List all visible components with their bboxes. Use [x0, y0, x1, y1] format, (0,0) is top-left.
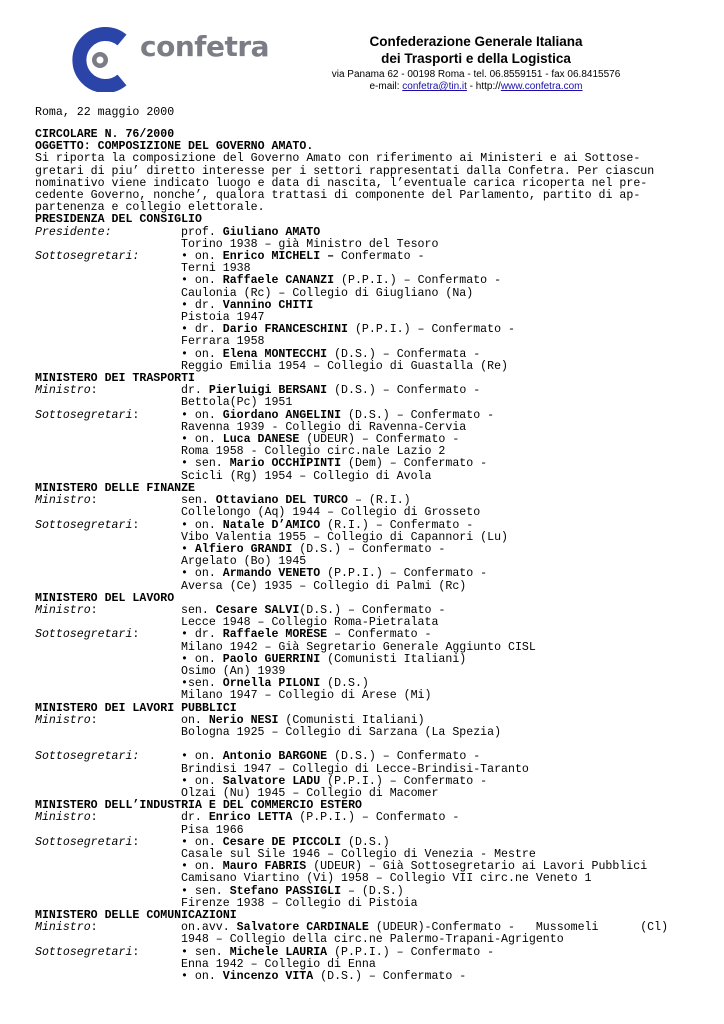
- ministro-label: Ministro:: [35, 603, 98, 617]
- intro-paragraph: [35, 153, 695, 214]
- sottosegretari-row: Sottosegretari: • on. Natale D’AMICO (R.I.) – Confermato -: [35, 518, 474, 532]
- info-row: Bologna 1925 – Collegio di Sarzana (La Spezia): [181, 725, 502, 739]
- info-row: Casale sul Sile 1946 – Collegio di Venezia - Mestre: [181, 847, 536, 861]
- sottosegretari-label: Sottosegretari:: [35, 835, 140, 849]
- info-row: Brindisi 1947 – Collegio di Lecce-Brindisi-Taranto: [181, 762, 529, 776]
- member-row: • on. Mauro FABRIS (UDEUR) – Già Sottosegretario ai Lavori Pubblici: [181, 860, 648, 874]
- info-row: Osimo (An) 1939: [181, 664, 286, 678]
- info-row: Pistoia 1947: [181, 311, 265, 325]
- ministro-label: Ministro:: [35, 494, 98, 508]
- info-row: Terni 1938: [181, 262, 251, 276]
- org-name-line1: Confederazione Generale Italiana: [369, 34, 583, 49]
- info-row: Lecce 1948 – Collegio Roma-Pietralata: [181, 616, 439, 630]
- sottosegretari-label: Sottosegretari:: [35, 750, 140, 764]
- logo-wordmark: confetra: [140, 30, 270, 63]
- intro-line: Si riporta la composizione del Governo Amato con riferimento ai Ministeri e ai Sottose-: [35, 152, 641, 166]
- member-row: • on. Salvatore LADU (P.P.I.) – Confermato -: [181, 774, 488, 788]
- section-title-comunicazioni: MINISTERO DELLE COMUNICAZIONI: [35, 908, 237, 922]
- ministro-row: Ministro: dr. Pierluigi BERSANI (D.S.) – Confermato -: [35, 384, 481, 398]
- sottosegretari-row: Sottosegretari: • on. Cesare DE PICCOLI (D.S.): [35, 835, 390, 849]
- subject-line: OGGETTO: COMPOSIZIONE DEL GOVERNO AMATO.: [35, 140, 314, 154]
- logo-mark-icon: [70, 26, 140, 92]
- intro-line: cedente Governo, nonche’, qualora trattasi di componente del Parlamento, partito di ap-: [35, 189, 641, 203]
- section-title-presidenza: PRESIDENZA DEL CONSIGLIO: [35, 213, 202, 227]
- member-row: • sen. Mario OCCHIPINTI (Dem) – Confermato -: [181, 457, 488, 471]
- sottosegretari-row: Sottosegretari: • dr. Raffaele MORESE – Confermato -: [35, 628, 432, 642]
- member-row: • sen. Stefano PASSIGLI – (D.S.): [181, 884, 404, 898]
- info-row: Roma 1958 - Collegio circ.nale Lazio 2: [181, 445, 446, 459]
- sottosegretari-row: Sottosegretari: • on. Giordano ANGELINI (D.S.) – Confermato -: [35, 408, 495, 422]
- info-row: Scicli (Rg) 1954 – Collegio di Avola: [181, 469, 432, 483]
- ministro-row: Ministro: on. Nerio NESI (Comunisti Italiani): [35, 713, 425, 727]
- ministro-label: Ministro:: [35, 811, 98, 825]
- member-row: • on. Paolo GUERRINI (Comunisti Italiani): [181, 652, 467, 666]
- ministro-label: Ministro:: [35, 921, 98, 935]
- section-title-finanze: MINISTERO DELLE FINANZE: [35, 481, 196, 495]
- info-row: Bettola(Pc) 1951: [181, 396, 293, 410]
- info-row: Milano 1942 – Già Segretario Generale Aggiunto CISL: [181, 640, 536, 654]
- info-row: Torino 1938 – già Ministro del Tesoro: [181, 237, 439, 251]
- info-row: Ravenna 1939 - Collegio di Ravenna-Cervia: [181, 420, 467, 434]
- member-row: • on. Elena MONTECCHI (D.S.) – Confermata -: [181, 347, 481, 361]
- sottosegretari-label: Sottosegretari:: [35, 628, 140, 642]
- website-link[interactable]: www.confetra.com: [500, 81, 583, 92]
- info-row: Vibo Valentia 1955 – Collegio di Capannori (Lu): [181, 530, 508, 544]
- member-row: • Alfiero GRANDI (D.S.) – Confermato -: [181, 542, 446, 556]
- sottosegretari-row: Sottosegretari: • on. Antonio BARGONE (D.S.) – Confermato -: [35, 750, 481, 764]
- ministro-row: Ministro: sen. Cesare SALVI(D.S.) – Confermato -: [35, 603, 446, 617]
- info-row: 1948 – Collegio della circ.ne Palermo-Trapani-Agrigento: [181, 933, 564, 947]
- member-row: • dr. Vannino CHITI: [181, 298, 314, 312]
- letter-body: [35, 129, 695, 983]
- info-row: Camisano Viartino (Vi) 1958 – Collegio VII circ.ne Veneto 1: [181, 872, 592, 886]
- ministro-label: Ministro:: [35, 384, 98, 398]
- intro-line: partenenza e collegio elettorale.: [35, 201, 265, 215]
- member-row: • on. Luca DANESE (UDEUR) – Confermato -: [181, 433, 460, 447]
- sottosegretari-label: Sottosegretari:: [35, 518, 140, 532]
- info-row: Ferrara 1958: [181, 335, 265, 349]
- org-name-line2: dei Trasporti e della Logistica: [381, 51, 571, 66]
- info-row: Caulonia (Rc) – Collegio di Giugliano (Na): [181, 286, 474, 300]
- ministro-row: Ministro: sen. Ottaviano DEL TURCO – (R.I.): [35, 494, 411, 508]
- sottosegretari-label: Sottosegretari:: [35, 250, 140, 264]
- info-row: Milano 1947 – Collegio di Arese (Mi): [181, 689, 432, 703]
- org-address: via Panama 62 - 00198 Roma - tel. 06.8559151 - fax 06.8415576: [331, 69, 621, 80]
- presidente-label: Presidente:: [35, 225, 112, 239]
- organization-block: [296, 33, 656, 93]
- http-label: - http://: [466, 81, 501, 92]
- info-row: Argelato (Bo) 1945: [181, 555, 307, 569]
- intro-line: nominativo viene indicato luogo e data di nascita, l’eventuale carica ricoperta nel pre-: [35, 176, 648, 190]
- member-row: • on. Armando VENETO (P.P.I.) – Confermato -: [181, 567, 488, 581]
- info-row: Reggio Emilia 1954 – Collegio di Guastalla (Re): [181, 359, 508, 373]
- section-title-industria: MINISTERO DELL’INDUSTRIA E DEL COMMERCIO ESTERO: [35, 799, 362, 813]
- email-link[interactable]: confetra@tin.it: [402, 81, 467, 92]
- org-contacts: [296, 81, 656, 93]
- member-row: •sen. Ornella PILONI (D.S.): [181, 677, 369, 691]
- email-label: e-mail:: [369, 81, 403, 92]
- info-row: Aversa (Ce) 1935 – Collegio di Palmi (Rc): [181, 579, 467, 593]
- member-row: • on. Vincenzo VITA (D.S.) – Confermato -: [181, 970, 467, 983]
- sottosegretari-label: Sottosegretari:: [35, 408, 140, 422]
- presidente-row: [35, 227, 695, 239]
- presidente-value: prof. Giuliano AMATO: [181, 225, 321, 239]
- letter-date: Roma, 22 maggio 2000: [35, 106, 175, 119]
- member-row: • dr. Dario FRANCESCHINI (P.P.I.) – Confermato -: [181, 323, 515, 337]
- confetra-logo: [70, 26, 270, 92]
- member-row: • on. Raffaele CANANZI (P.P.I.) – Confermato -: [181, 274, 502, 288]
- sottosegretari-label: Sottosegretari:: [35, 945, 140, 959]
- ministro-row: Ministro: on.avv. Salvatore CARDINALE (UDEUR)-Confermato - Mussomeli (Cl): [35, 921, 669, 935]
- sottosegretari-row: Sottosegretari: • sen. Michele LAURIA (P.P.I.) – Confermato -: [35, 945, 495, 959]
- ministro-row: Ministro: dr. Enrico LETTA (P.P.I.) – Confermato -: [35, 811, 460, 825]
- info-row: Olzai (Nu) 1945 – Collegio di Macomer: [181, 786, 439, 800]
- intro-line: gretari di piu’ diretto interesse per i settori rappresentati dalla Confetra. Per ciascun: [35, 164, 655, 178]
- ministro-label: Ministro:: [35, 713, 98, 727]
- circolare-number: CIRCOLARE N. 76/2000: [35, 128, 175, 141]
- section-title-trasporti: MINISTERO DEI TRASPORTI: [35, 372, 196, 386]
- section-title-lavoro: MINISTERO DEL LAVORO: [35, 591, 175, 605]
- info-row: Firenze 1938 – Collegio di Pistoia: [181, 896, 418, 910]
- section-title-lavori-pubblici: MINISTERO DEI LAVORI PUBBLICI: [35, 701, 237, 715]
- info-row: Collelongo (Aq) 1944 – Collegio di Grosseto: [181, 506, 481, 520]
- info-row: Enna 1942 – Collegio di Enna: [181, 957, 376, 971]
- sottosegretari-row: Sottosegretari: • on. Enrico MICHELI – Confermato -: [35, 250, 425, 264]
- info-row: Pisa 1966: [181, 823, 244, 837]
